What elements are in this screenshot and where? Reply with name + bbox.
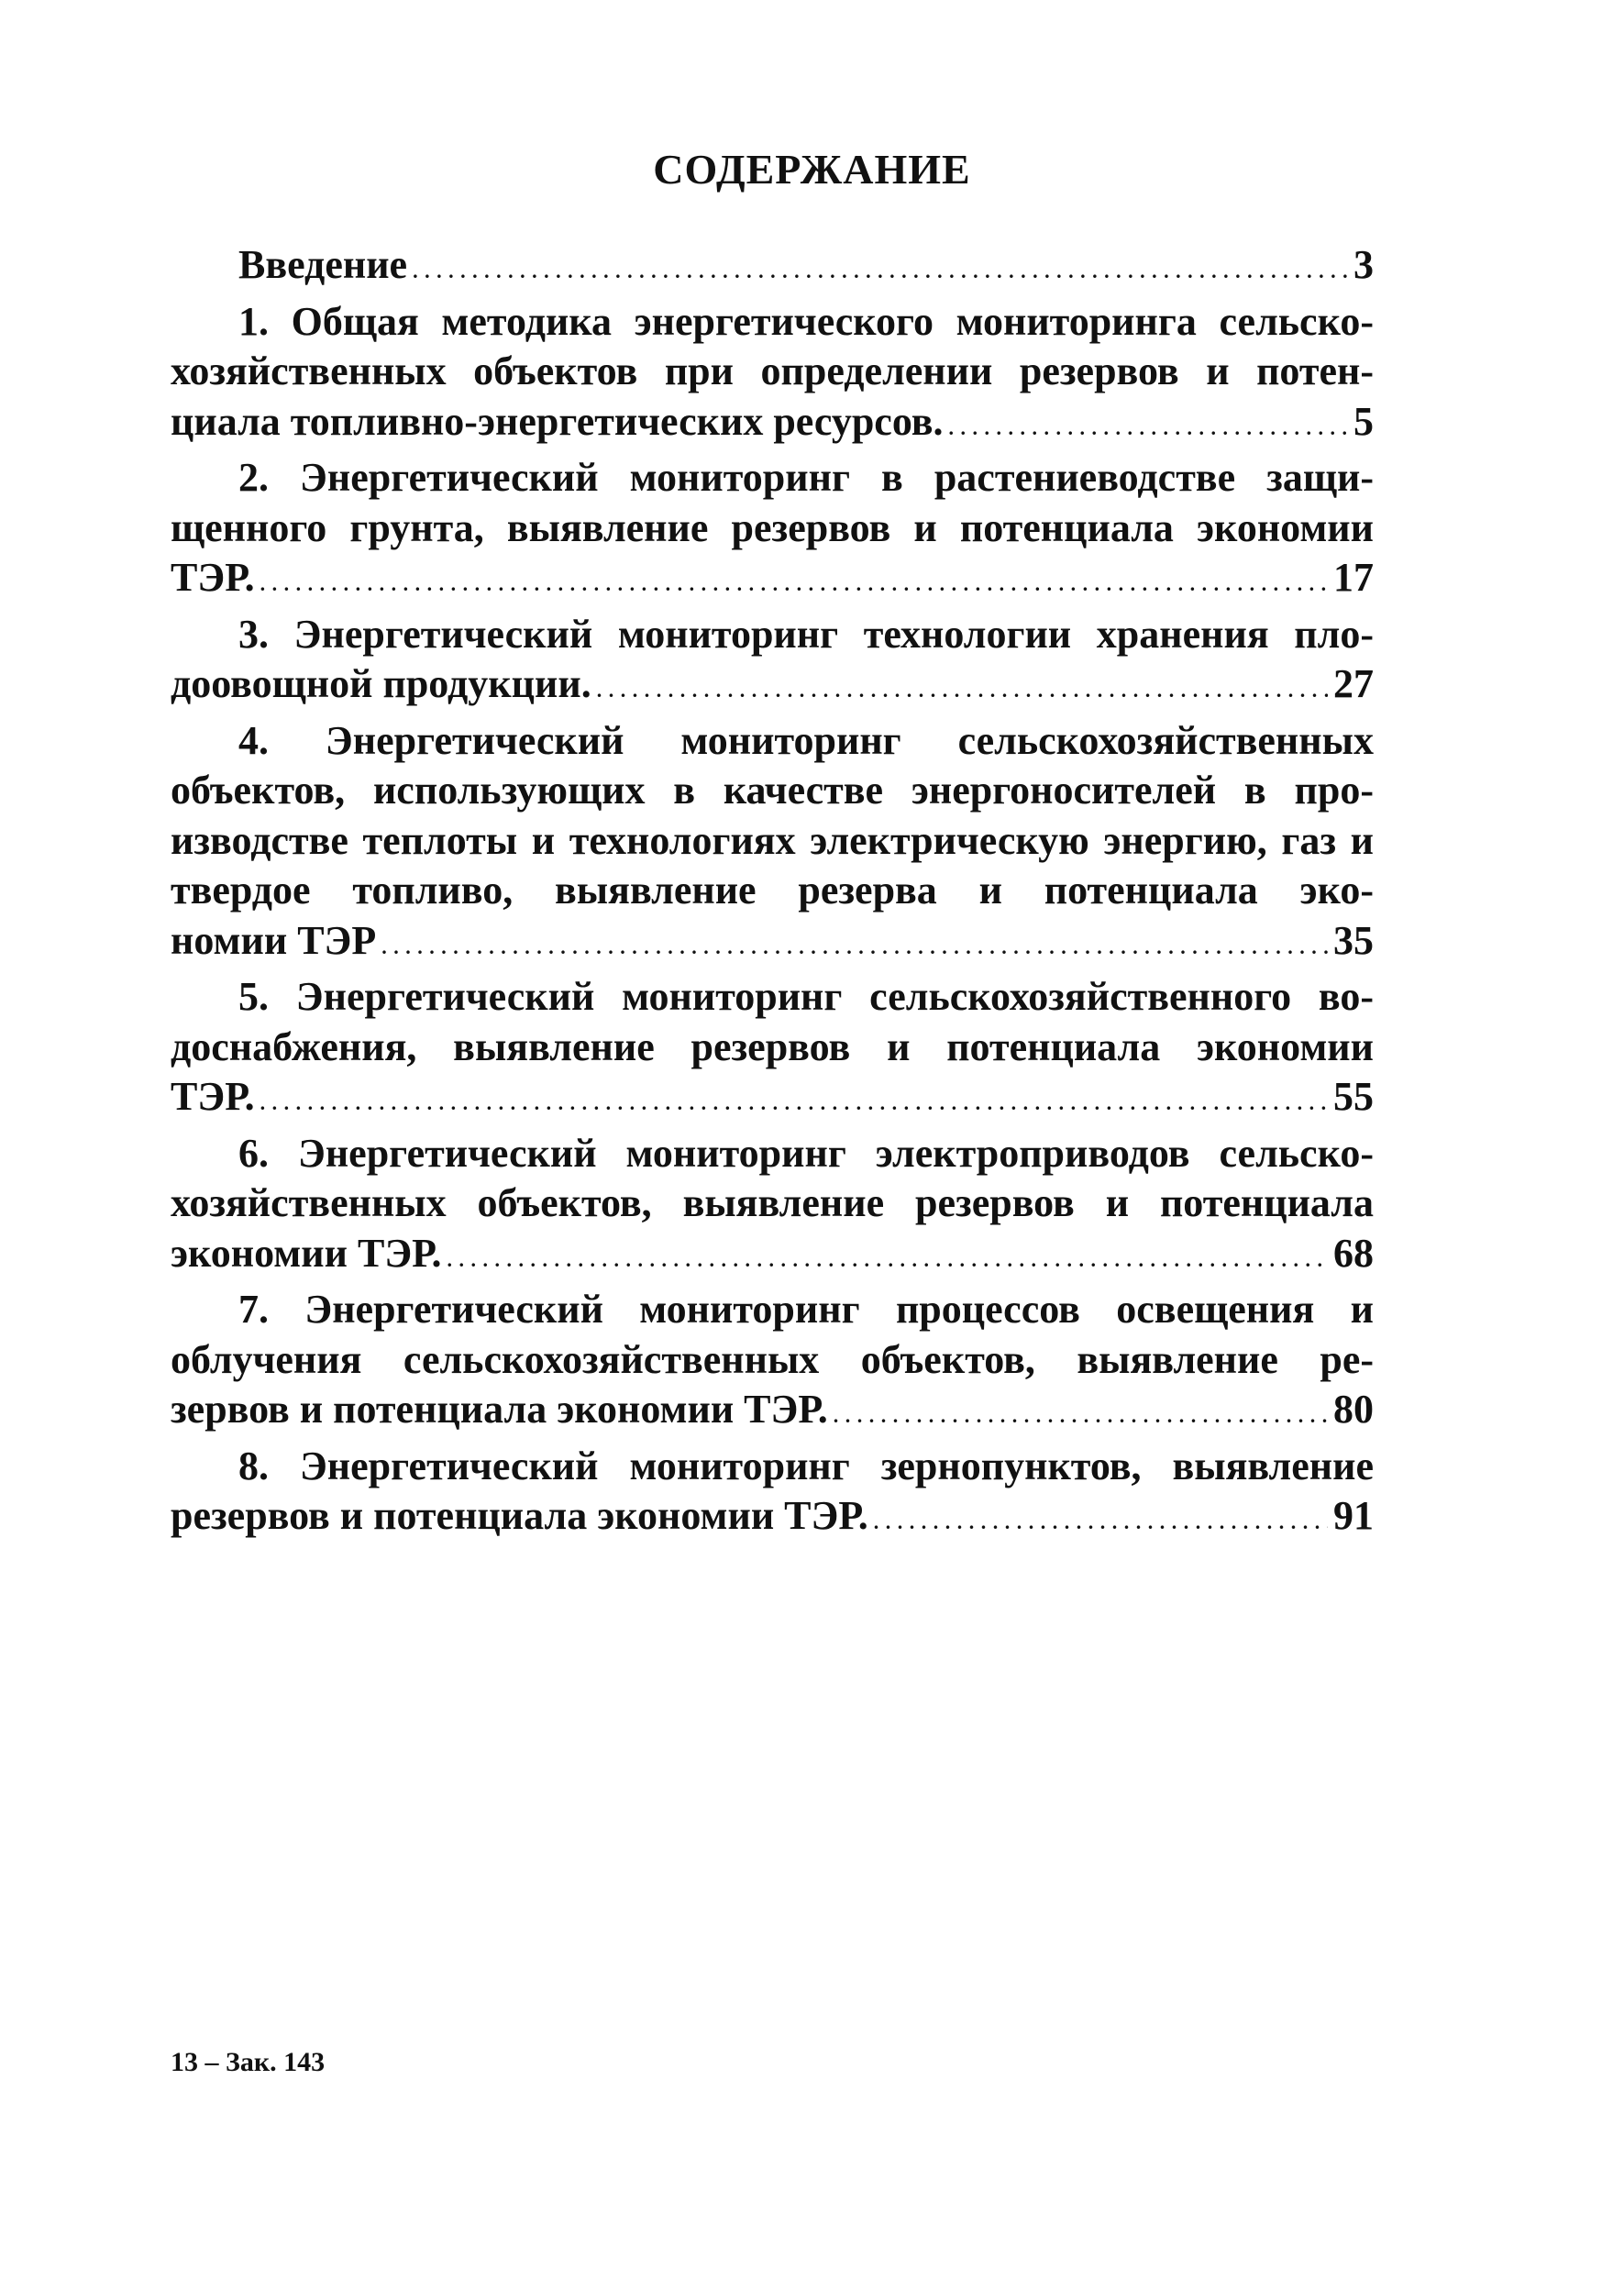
toc-entry-8 — [171, 1442, 1374, 1548]
toc-entry-title-end: зервов и потенциала экономии ТЭР. — [171, 1387, 828, 1432]
toc-entry-page-number: 5 — [1353, 398, 1374, 444]
toc-entry-text: 1. Общая методика энергетического мониторинга сельскохозяйственных объектов при определении резервов и потен- — [171, 298, 1374, 393]
toc-entry-last-line — [171, 240, 1374, 297]
dot-leader — [260, 553, 1328, 610]
toc-entry-page-number: 80 — [1333, 1387, 1374, 1432]
toc-entry-title: Введение — [238, 242, 408, 287]
toc-entry-5 — [171, 972, 1374, 1129]
dot-leader — [413, 240, 1348, 297]
dot-leader — [597, 659, 1328, 716]
toc-entry-last-line — [171, 1385, 1374, 1442]
toc-entry-6 — [171, 1129, 1374, 1286]
toc-entry-page-number: 68 — [1333, 1230, 1374, 1276]
table-of-contents — [171, 240, 1374, 1548]
toc-entry-text: 4. Энергетический мониторинг сельскохозяйственных объектов, использующих в качестве энергоносителей в производстве теплоты и технологиях электрическую энергию, газ и твердое топливо, выявление резерва и потенциала эко- — [171, 717, 1374, 913]
toc-entry-text: 5. Энергетический мониторинг сельскохозяйственного водоснабжения, выявление резервов и потенциала экономии — [171, 974, 1374, 1069]
toc-entry-title-end: резервов и потенциала экономии ТЭР. — [171, 1493, 868, 1538]
toc-entry-last-line — [171, 1229, 1374, 1286]
toc-entry-3 — [171, 610, 1374, 716]
toc-entry-page-number: 3 — [1353, 242, 1374, 287]
toc-entry-page-number: 35 — [1333, 917, 1374, 963]
toc-entry-text: 2. Энергетический мониторинг в растениеводстве защищенного грунта, выявление резервов и потенциала экономии — [171, 455, 1374, 550]
dot-leader — [874, 1491, 1328, 1548]
toc-entry-text: 3. Энергетический мониторинг технологии хранения пло- — [238, 611, 1374, 657]
toc-entry-page-number: 17 — [1333, 555, 1374, 600]
toc-entry-last-line — [171, 397, 1374, 454]
toc-entry-text: 8. Энергетический мониторинг зернопунктов, выявление — [238, 1443, 1374, 1488]
dot-leader — [447, 1229, 1328, 1286]
toc-entry-page-number: 55 — [1333, 1074, 1374, 1119]
toc-entry-last-line — [171, 1491, 1374, 1548]
toc-entry-last-line — [171, 916, 1374, 973]
toc-entry-4 — [171, 716, 1374, 973]
toc-entry-title-end: ТЭР. — [171, 1074, 255, 1119]
toc-entry-1 — [171, 297, 1374, 454]
print-order-code: 13 – Зак. 143 — [171, 2047, 326, 2077]
dot-leader — [381, 916, 1328, 973]
toc-entry-2 — [171, 453, 1374, 610]
toc-entry-title-end: циала топливно-энергетических ресурсов. — [171, 398, 944, 444]
toc-entry-7 — [171, 1285, 1374, 1442]
toc-heading: СОДЕРЖАНИЕ — [653, 146, 971, 193]
toc-entry-title-end: экономии ТЭР. — [171, 1230, 442, 1276]
toc-entry-intro — [171, 240, 1374, 297]
dot-leader — [260, 1072, 1328, 1129]
toc-entry-title-end: номии ТЭР — [171, 917, 377, 963]
toc-entry-last-line — [171, 659, 1374, 716]
toc-entry-page-number: 91 — [1333, 1493, 1374, 1538]
toc-entry-page-number: 27 — [1333, 661, 1374, 706]
dot-leader — [949, 397, 1349, 454]
dot-leader — [834, 1385, 1328, 1442]
toc-entry-text: 7. Энергетический мониторинг процессов освещения и облучения сельскохозяйственных объектов, выявление ре- — [171, 1287, 1374, 1382]
toc-entry-last-line — [171, 553, 1374, 610]
toc-entry-title-end: ТЭР. — [171, 555, 255, 600]
toc-entry-last-line — [171, 1072, 1374, 1129]
toc-entry-title-end: доовощной продукции. — [171, 661, 591, 706]
toc-entry-text: 6. Энергетический мониторинг электроприводов сельскохозяйственных объектов, выявление резервов и потенциала — [171, 1130, 1374, 1225]
